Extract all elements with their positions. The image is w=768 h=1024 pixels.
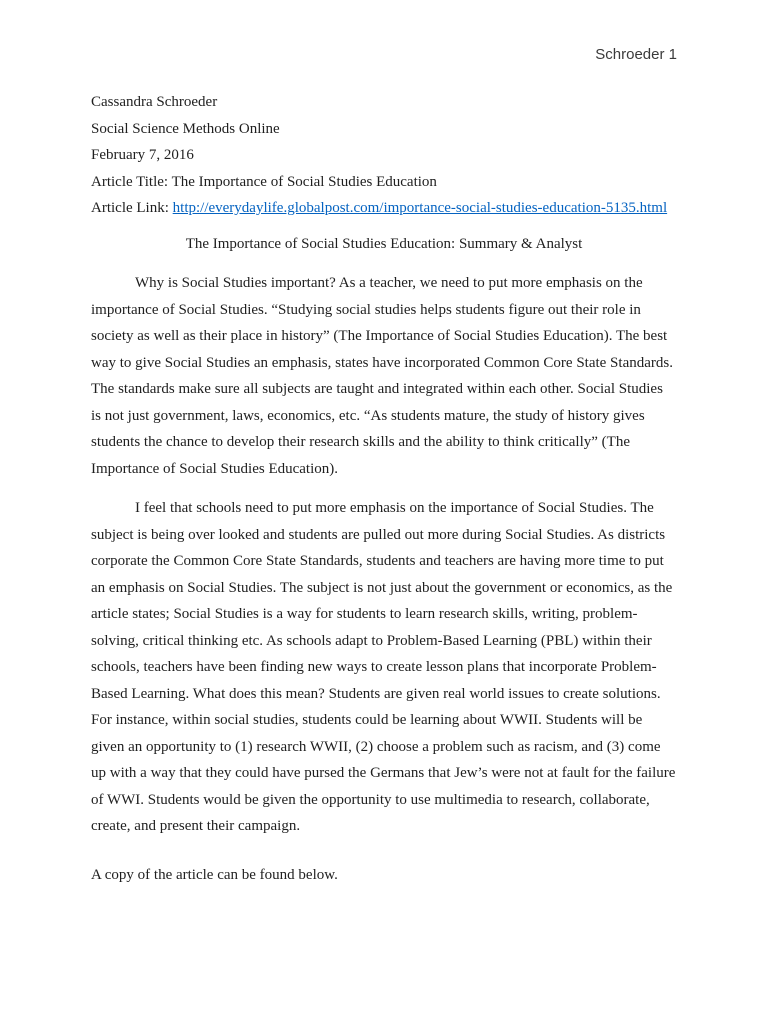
paragraph-2 bbox=[91, 495, 675, 840]
heading-block bbox=[91, 89, 667, 222]
paragraph-2-line-1: I feel that schools need to put more emphasis on the importance of Social Studies. The bbox=[135, 500, 654, 516]
article-title-value: The Importance of Social Studies Education bbox=[171, 173, 437, 190]
closing-note-text: A copy of the article can be found below. bbox=[91, 867, 338, 883]
paragraph-1-line-7: students the chance to develop their research skills and the ability to think critically” (The bbox=[91, 434, 630, 450]
closing-note bbox=[91, 862, 338, 889]
paragraph-1-line-4: way to give Social Studies an emphasis, states have incorporated Common Core State Standards. bbox=[91, 354, 673, 371]
paragraph-2-line-12: of WWI. Students would be given the opportunity to use multimedia to research, collaborate, bbox=[91, 791, 650, 808]
paragraph-2-line-6: solving, critical thinking etc. As schools adapt to Problem-Based Learning (PBL) within their bbox=[91, 632, 652, 649]
paragraph-2-line-10: given an opportunity to (1) research WWII, (2) choose a problem such as racism, and (3) come bbox=[91, 738, 661, 755]
paragraph-2-line-5: article states; Social Studies is a way for students to learn research skills, writing, problem- bbox=[91, 606, 638, 622]
document-title-text: The Importance of Social Studies Education: Summary & Analyst bbox=[185, 236, 583, 252]
paragraph-1-line-3: society as well as their place in history” (The Importance of Social Studies Education). The best bbox=[91, 328, 668, 344]
course-name: Social Science Methods Online bbox=[91, 120, 280, 137]
paragraph-2-line-7: schools, teachers have been finding new ways to create lesson plans that incorporate Problem- bbox=[91, 659, 657, 675]
author-name: Cassandra Schroeder bbox=[91, 94, 218, 110]
paragraph-1 bbox=[91, 270, 673, 482]
document-date: February 7, 2016 bbox=[91, 147, 194, 163]
running-head: Schroeder 1 bbox=[595, 46, 677, 63]
paragraph-1-line-8: Importance of Social Studies Education). bbox=[91, 460, 339, 477]
article-title-line bbox=[91, 169, 667, 196]
paragraph-1-line-1: Why is Social Studies important? As a teacher, we need to put more emphasis on the bbox=[135, 275, 643, 291]
article-link-line bbox=[91, 195, 667, 222]
paragraph-1-line-2: importance of Social Studies. “Studying social studies helps students figure out their role in bbox=[91, 301, 641, 318]
paragraph-1-line-6: is not just government, laws, economics, etc. “As students mature, the study of history gives bbox=[91, 407, 645, 424]
paragraph-2-line-4: an emphasis on Social Studies. The subject is not just about the government or economics, as the bbox=[91, 579, 673, 596]
article-link-label: Article Link: bbox=[91, 200, 169, 216]
paragraph-1-line-5: The standards make sure all subjects are taught and integrated within each other. Social Studies bbox=[91, 381, 663, 397]
paragraph-2-line-11: up with a way that they could have pursed the Germans that Jew’s were not at fault for the failure bbox=[91, 765, 676, 781]
article-title-label: Article Title: bbox=[91, 173, 169, 190]
document-title bbox=[0, 231, 768, 258]
paragraph-2-line-8: Based Learning. What does this mean? Students are given real world issues to create solutions. bbox=[91, 685, 661, 702]
paragraph-2-line-2: subject is being over looked and students are pulled out more during Social Studies. As districts bbox=[91, 526, 666, 543]
paragraph-2-line-3: corporate the Common Core State Standards, students and teachers are having more time to put bbox=[91, 553, 664, 569]
article-link[interactable]: http://everydaylife.globalpost.com/importance-social-studies-education-5135.html bbox=[172, 200, 668, 216]
paragraph-2-line-9: For instance, within social studies, students could be learning about WWII. Students will be bbox=[91, 712, 643, 728]
paragraph-2-line-13: create, and present their campaign. bbox=[91, 818, 301, 834]
